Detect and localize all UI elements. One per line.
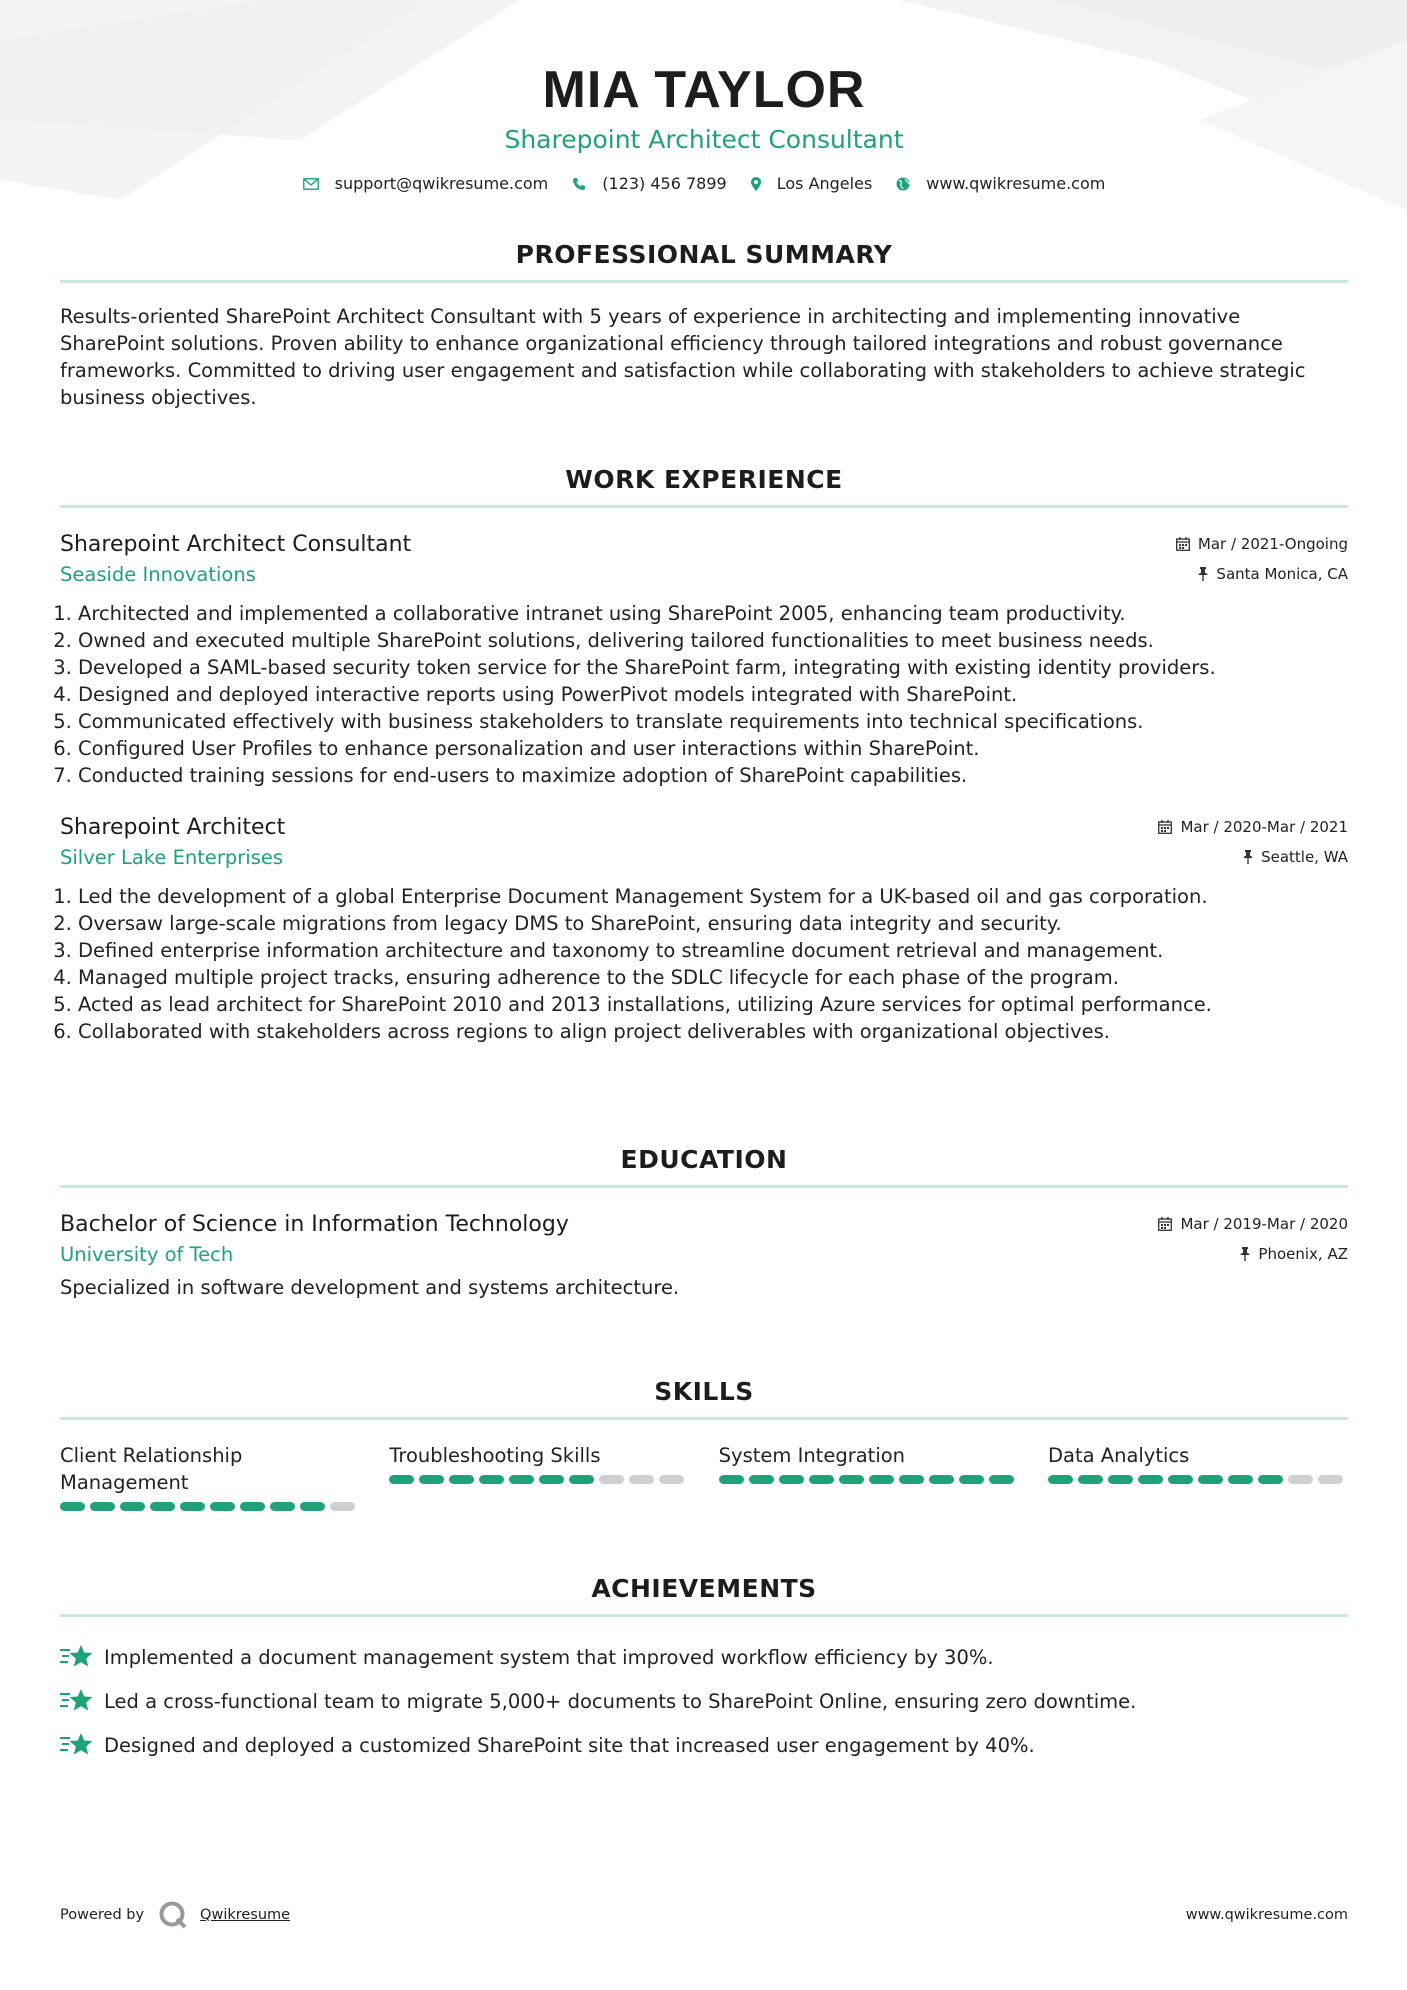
rating-dot-filled — [1078, 1475, 1103, 1484]
list-item: 5. Acted as lead architect for SharePoint 2010 and 2013 installations, utilizing Azure services for optimal performance. — [78, 991, 1348, 1018]
location-pin-icon — [751, 177, 761, 191]
rating-dot-filled — [210, 1502, 235, 1511]
skill-name: System Integration — [718, 1444, 906, 1467]
rating-dot-empty — [1288, 1475, 1313, 1484]
skill-item — [60, 1442, 360, 1511]
education-location-text: Phoenix, AZ — [1258, 1245, 1348, 1263]
section-divider — [60, 280, 1348, 283]
skill-name: Data Analytics — [1047, 1444, 1190, 1467]
contact-website-text: www.qwikresume.com — [926, 174, 1106, 193]
globe-icon — [896, 177, 910, 191]
rating-dot-filled — [120, 1502, 145, 1511]
achievements-list — [60, 1635, 1348, 1767]
skill-rating — [1048, 1475, 1348, 1484]
rating-dot-filled — [749, 1475, 774, 1484]
qwikresume-logo-icon — [158, 1900, 188, 1930]
education-dates-text: Mar / 2019-Mar / 2020 — [1180, 1215, 1348, 1233]
list-item: 4. Managed multiple project tracks, ensuring adherence to the SDLC lifecycle for each phase of the program. — [78, 964, 1348, 991]
list-item: 1. Led the development of a global Enterprise Document Management System for a UK-based oil and gas corporation. — [78, 883, 1348, 910]
company-name: Silver Lake Enterprises — [60, 846, 284, 869]
school-name: University of Tech — [60, 1243, 234, 1266]
job-entry — [60, 813, 1348, 1045]
calendar-icon — [1176, 537, 1190, 551]
summary-section — [60, 238, 1348, 411]
achievements-section — [60, 1572, 1348, 1767]
rating-dot-filled — [300, 1502, 325, 1511]
list-item: 4. Designed and deployed interactive reports using PowerPivot models integrated with SharePoint. — [78, 681, 1348, 708]
rating-dot-empty — [599, 1475, 624, 1484]
list-item — [60, 1635, 1348, 1679]
rating-dot-empty — [330, 1502, 355, 1511]
rating-dot-filled — [1168, 1475, 1193, 1484]
list-item: 2. Oversaw large-scale migrations from legacy DMS to SharePoint, ensuring data integrity and security. — [78, 910, 1348, 937]
rating-dot-filled — [989, 1475, 1014, 1484]
rating-dot-filled — [90, 1502, 115, 1511]
rating-dot-filled — [869, 1475, 894, 1484]
skills-section — [60, 1375, 1348, 1511]
job-dates-text: Mar / 2020-Mar / 2021 — [1180, 818, 1348, 836]
rating-dot-filled — [240, 1502, 265, 1511]
rating-dot-filled — [419, 1475, 444, 1484]
qwikresume-link[interactable]: Qwikresume — [200, 1907, 291, 1923]
rating-dot-filled — [779, 1475, 804, 1484]
envelope-icon — [303, 178, 319, 190]
skill-item — [1048, 1442, 1348, 1511]
job-dates — [1158, 818, 1348, 836]
job-dates — [1176, 535, 1348, 553]
rating-dot-filled — [1108, 1475, 1133, 1484]
education-heading: EDUCATION — [620, 1145, 788, 1174]
rating-dot-filled — [959, 1475, 984, 1484]
list-item — [60, 1723, 1348, 1767]
duties-list — [60, 600, 1348, 789]
list-item: 6. Collaborated with stakeholders across regions to align project deliverables with organizational objectives. — [78, 1018, 1348, 1045]
list-item: 6. Configured User Profiles to enhance personalization and user interactions within SharePoint. — [78, 735, 1348, 762]
pushpin-icon — [1243, 850, 1253, 864]
degree-title: Bachelor of Science in Information Technology — [60, 1212, 569, 1237]
calendar-icon — [1158, 1217, 1172, 1231]
contact-bar — [60, 174, 1348, 193]
duties-list — [60, 883, 1348, 1045]
rating-dot-empty — [1318, 1475, 1343, 1484]
rating-dot-filled — [839, 1475, 864, 1484]
achievement-text: Implemented a document management system that improved workflow efficiency by 30%. — [104, 1645, 994, 1669]
list-item: 1. Architected and implemented a collaborative intranet using SharePoint 2005, enhancing team productivity. — [78, 600, 1348, 627]
contact-website[interactable] — [896, 174, 1105, 193]
rating-dot-filled — [509, 1475, 534, 1484]
experience-heading: WORK EXPERIENCE — [565, 465, 843, 494]
rating-dot-filled — [270, 1502, 295, 1511]
rating-dot-filled — [479, 1475, 504, 1484]
rating-dot-filled — [1258, 1475, 1283, 1484]
contact-phone[interactable] — [572, 174, 726, 193]
list-item — [60, 1679, 1348, 1723]
section-divider — [60, 1614, 1348, 1617]
rating-dot-filled — [809, 1475, 834, 1484]
contact-phone-text: (123) 456 7899 — [602, 174, 727, 193]
rating-dot-filled — [1198, 1475, 1223, 1484]
list-item: 5. Communicated effectively with business stakeholders to translate requirements into technical specifications. — [78, 708, 1348, 735]
star-icon — [60, 1688, 94, 1714]
job-location-text: Seattle, WA — [1261, 848, 1348, 866]
rating-dot-filled — [899, 1475, 924, 1484]
experience-section — [60, 463, 1348, 1045]
job-entry — [60, 530, 1348, 789]
contact-location — [751, 174, 873, 193]
rating-dot-filled — [1228, 1475, 1253, 1484]
skill-name: Troubleshooting Skills — [389, 1444, 601, 1467]
list-item: 3. Defined enterprise information architecture and taxonomy to streamline document retrieval and management. — [78, 937, 1348, 964]
rating-dot-filled — [539, 1475, 564, 1484]
rating-dot-filled — [449, 1475, 474, 1484]
list-item: 7. Conducted training sessions for end-users to maximize adoption of SharePoint capabilities. — [78, 762, 1348, 789]
skill-rating — [719, 1475, 1019, 1484]
rating-dot-filled — [1138, 1475, 1163, 1484]
job-dates-text: Mar / 2021-Ongoing — [1197, 535, 1348, 553]
rating-dot-empty — [629, 1475, 654, 1484]
list-item: 2. Owned and executed multiple SharePoint solutions, delivering tailored functionalities to meet business needs. — [78, 627, 1348, 654]
rating-dot-filled — [150, 1502, 175, 1511]
skill-item — [719, 1442, 1019, 1511]
education-location — [1240, 1245, 1348, 1263]
rating-dot-empty — [659, 1475, 684, 1484]
skill-name: Client Relationship Management — [60, 1444, 243, 1494]
footer-website[interactable]: www.qwikresume.com — [1185, 1907, 1348, 1923]
skills-list — [60, 1442, 1348, 1511]
star-icon — [60, 1732, 94, 1758]
achievement-text: Designed and deployed a customized SharePoint site that increased user engagement by 40%. — [104, 1733, 1035, 1757]
rating-dot-filled — [719, 1475, 744, 1484]
summary-text: Results-oriented SharePoint Architect Consultant with 5 years of experience in architecting and implementing innovative SharePoint solutions. Proven ability to enhance organizational efficiency through tailored integrations and robust governance frameworks. Committed to driving user engagement and satisfaction while collaborating with stakeholders to achieve strategic business objectives. — [60, 305, 1306, 409]
rating-dot-filled — [569, 1475, 594, 1484]
rating-dot-filled — [389, 1475, 414, 1484]
contact-email-text: support@qwikresume.com — [334, 174, 549, 193]
rating-dot-filled — [180, 1502, 205, 1511]
resume-header — [60, 0, 1348, 193]
skill-rating — [60, 1502, 360, 1511]
job-location — [1243, 848, 1348, 866]
education-section — [60, 1143, 1348, 1301]
section-divider — [60, 505, 1348, 508]
skill-rating — [389, 1475, 689, 1484]
skills-heading: SKILLS — [654, 1377, 754, 1406]
calendar-icon — [1158, 820, 1172, 834]
candidate-title: Sharepoint Architect Consultant — [504, 125, 904, 154]
skill-item — [389, 1442, 689, 1511]
company-name: Seaside Innovations — [60, 563, 256, 586]
contact-email[interactable] — [303, 174, 549, 193]
pushpin-icon — [1240, 1247, 1250, 1261]
rating-dot-filled — [1048, 1475, 1073, 1484]
achievement-text: Led a cross-functional team to migrate 5,000+ documents to SharePoint Online, ensuring zero downtime. — [104, 1689, 1137, 1713]
pushpin-icon — [1198, 567, 1208, 581]
candidate-name: MIA TAYLOR — [542, 61, 866, 119]
section-divider — [60, 1417, 1348, 1420]
education-description: Specialized in software development and systems architecture. — [60, 1276, 680, 1299]
summary-heading: PROFESSIONAL SUMMARY — [515, 240, 893, 269]
job-title: Sharepoint Architect — [60, 815, 286, 840]
education-entry — [60, 1210, 1348, 1301]
rating-dot-filled — [929, 1475, 954, 1484]
phone-icon — [572, 177, 586, 191]
education-dates — [1158, 1215, 1348, 1233]
achievements-heading: ACHIEVEMENTS — [591, 1574, 817, 1603]
list-item: 3. Developed a SAML-based security token service for the SharePoint farm, integrating with existing identity providers. — [78, 654, 1348, 681]
job-title: Sharepoint Architect Consultant — [60, 532, 412, 557]
powered-by-label: Powered by — [60, 1907, 145, 1923]
job-location — [1198, 565, 1348, 583]
job-location-text: Santa Monica, CA — [1216, 565, 1348, 583]
page-footer — [60, 1900, 1348, 1930]
star-icon — [60, 1644, 94, 1670]
section-divider — [60, 1185, 1348, 1188]
rating-dot-filled — [60, 1502, 85, 1511]
contact-location-text: Los Angeles — [776, 174, 873, 193]
